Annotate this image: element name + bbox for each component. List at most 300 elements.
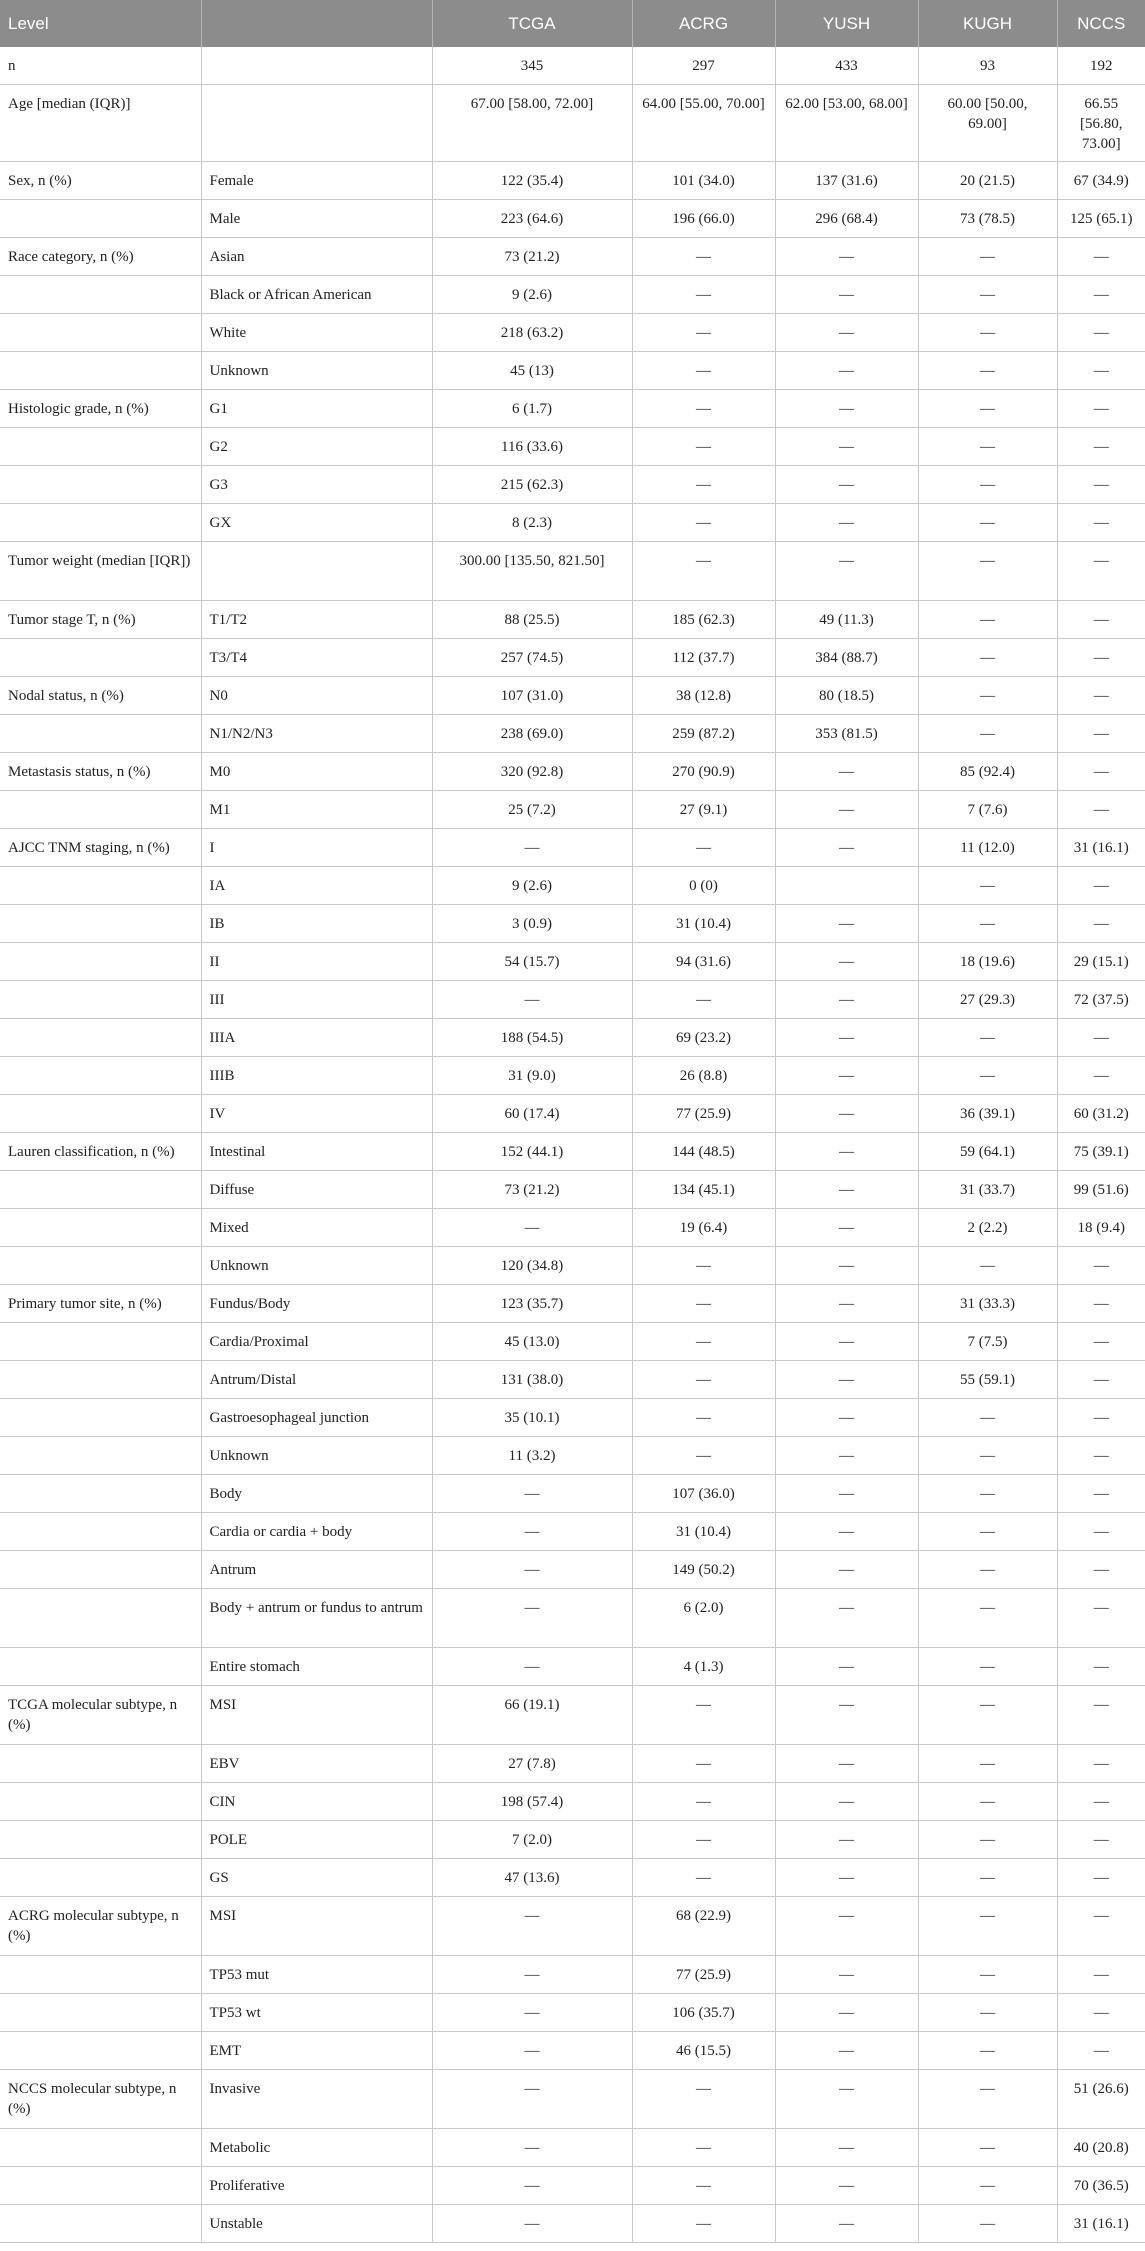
tcga-cell: 198 (57.4)	[432, 1783, 632, 1821]
table-row	[0, 2070, 1145, 2129]
kugh-cell: —	[918, 867, 1057, 905]
table-row	[0, 2205, 1145, 2243]
tcga-cell: 257 (74.5)	[432, 639, 632, 677]
header-kugh: KUGH	[918, 0, 1057, 47]
level-cell	[0, 1323, 201, 1361]
acrg-cell: —	[632, 2070, 775, 2129]
acrg-cell: —	[632, 2167, 775, 2205]
tcga-cell: 3 (0.9)	[432, 905, 632, 943]
kugh-cell: 85 (92.4)	[918, 753, 1057, 791]
kugh-cell: —	[918, 1399, 1057, 1437]
level-cell	[0, 1589, 201, 1648]
nccs-cell: —	[1057, 791, 1145, 829]
kugh-cell: —	[918, 390, 1057, 428]
table-row	[0, 1745, 1145, 1783]
table-row	[0, 1209, 1145, 1247]
tcga-cell: 66 (19.1)	[432, 1686, 632, 1745]
table-row	[0, 238, 1145, 276]
nccs-cell: —	[1057, 2032, 1145, 2070]
table-row	[0, 428, 1145, 466]
level-cell	[0, 1437, 201, 1475]
table-row	[0, 1648, 1145, 1686]
sublevel-cell	[201, 85, 432, 162]
level-cell	[0, 1475, 201, 1513]
table-body	[0, 47, 1145, 2243]
kugh-cell: —	[918, 677, 1057, 715]
header-sublevel	[201, 0, 432, 47]
tcga-cell: 11 (3.2)	[432, 1437, 632, 1475]
header-nccs: NCCS	[1057, 0, 1145, 47]
tcga-cell: 45 (13)	[432, 352, 632, 390]
acrg-cell: 144 (48.5)	[632, 1133, 775, 1171]
sublevel-cell: Body + antrum or fundus to antrum	[201, 1589, 432, 1648]
acrg-cell: 68 (22.9)	[632, 1897, 775, 1956]
tcga-cell: 122 (35.4)	[432, 162, 632, 200]
acrg-cell: 38 (12.8)	[632, 677, 775, 715]
kugh-cell: 93	[918, 47, 1057, 85]
nccs-cell: 18 (9.4)	[1057, 1209, 1145, 1247]
sublevel-cell: G3	[201, 466, 432, 504]
kugh-cell: —	[918, 1551, 1057, 1589]
nccs-cell: —	[1057, 1513, 1145, 1551]
table-row	[0, 1783, 1145, 1821]
level-cell	[0, 1821, 201, 1859]
tcga-cell: 47 (13.6)	[432, 1859, 632, 1897]
tcga-cell: 345	[432, 47, 632, 85]
nccs-cell: —	[1057, 504, 1145, 542]
acrg-cell: 106 (35.7)	[632, 1994, 775, 2032]
acrg-cell: —	[632, 1399, 775, 1437]
acrg-cell: —	[632, 2129, 775, 2167]
sublevel-cell: Unknown	[201, 352, 432, 390]
yush-cell: —	[775, 1475, 918, 1513]
nccs-cell: —	[1057, 238, 1145, 276]
yush-cell: 384 (88.7)	[775, 639, 918, 677]
nccs-cell: —	[1057, 276, 1145, 314]
tcga-cell: —	[432, 1513, 632, 1551]
sublevel-cell: Cardia or cardia + body	[201, 1513, 432, 1551]
sublevel-cell: Antrum/Distal	[201, 1361, 432, 1399]
kugh-cell: —	[918, 352, 1057, 390]
yush-cell: 353 (81.5)	[775, 715, 918, 753]
level-cell	[0, 1171, 201, 1209]
table-row	[0, 1133, 1145, 1171]
level-cell	[0, 1247, 201, 1285]
level-cell: Race category, n (%)	[0, 238, 201, 276]
table-row	[0, 200, 1145, 238]
sublevel-cell: MSI	[201, 1897, 432, 1956]
tcga-cell: 7 (2.0)	[432, 1821, 632, 1859]
acrg-cell: 4 (1.3)	[632, 1648, 775, 1686]
tcga-cell: 116 (33.6)	[432, 428, 632, 466]
table-row	[0, 314, 1145, 352]
level-cell: Tumor stage T, n (%)	[0, 601, 201, 639]
kugh-cell: —	[918, 715, 1057, 753]
table-row	[0, 390, 1145, 428]
kugh-cell: —	[918, 1475, 1057, 1513]
nccs-cell: —	[1057, 1057, 1145, 1095]
level-cell: Lauren classification, n (%)	[0, 1133, 201, 1171]
acrg-cell: —	[632, 1247, 775, 1285]
kugh-cell: —	[918, 2070, 1057, 2129]
level-cell: Histologic grade, n (%)	[0, 390, 201, 428]
acrg-cell: 6 (2.0)	[632, 1589, 775, 1648]
tcga-cell: 45 (13.0)	[432, 1323, 632, 1361]
sublevel-cell: Fundus/Body	[201, 1285, 432, 1323]
nccs-cell: —	[1057, 1399, 1145, 1437]
tcga-cell: 6 (1.7)	[432, 390, 632, 428]
sublevel-cell: Black or African American	[201, 276, 432, 314]
kugh-cell: —	[918, 466, 1057, 504]
tcga-cell: —	[432, 1648, 632, 1686]
kugh-cell: —	[918, 1859, 1057, 1897]
tcga-cell: —	[432, 2205, 632, 2243]
acrg-cell: —	[632, 466, 775, 504]
nccs-cell: 29 (15.1)	[1057, 943, 1145, 981]
kugh-cell: 2 (2.2)	[918, 1209, 1057, 1247]
sublevel-cell: Antrum	[201, 1551, 432, 1589]
tcga-cell: 67.00 [58.00, 72.00]	[432, 85, 632, 162]
level-cell	[0, 1956, 201, 1994]
acrg-cell: —	[632, 1285, 775, 1323]
sublevel-cell: EMT	[201, 2032, 432, 2070]
table-row	[0, 1513, 1145, 1551]
sublevel-cell: N0	[201, 677, 432, 715]
yush-cell: —	[775, 1323, 918, 1361]
acrg-cell: —	[632, 1323, 775, 1361]
table-row	[0, 639, 1145, 677]
yush-cell: —	[775, 1821, 918, 1859]
tcga-cell: —	[432, 1956, 632, 1994]
table-row	[0, 466, 1145, 504]
kugh-cell: 36 (39.1)	[918, 1095, 1057, 1133]
kugh-cell: —	[918, 2167, 1057, 2205]
level-cell	[0, 1745, 201, 1783]
nccs-cell: —	[1057, 867, 1145, 905]
tcga-cell: 223 (64.6)	[432, 200, 632, 238]
kugh-cell: —	[918, 1648, 1057, 1686]
nccs-cell: 192	[1057, 47, 1145, 85]
yush-cell: —	[775, 1171, 918, 1209]
acrg-cell: —	[632, 238, 775, 276]
yush-cell: —	[775, 753, 918, 791]
sublevel-cell: Mixed	[201, 1209, 432, 1247]
table-row	[0, 1019, 1145, 1057]
level-cell: AJCC TNM staging, n (%)	[0, 829, 201, 867]
yush-cell: —	[775, 542, 918, 601]
table-row	[0, 1095, 1145, 1133]
table-row	[0, 1323, 1145, 1361]
yush-cell: —	[775, 352, 918, 390]
table-row	[0, 162, 1145, 200]
acrg-cell: 107 (36.0)	[632, 1475, 775, 1513]
table-row	[0, 1247, 1145, 1285]
nccs-cell: —	[1057, 314, 1145, 352]
nccs-cell: 31 (16.1)	[1057, 829, 1145, 867]
acrg-cell: —	[632, 981, 775, 1019]
level-cell	[0, 1994, 201, 2032]
nccs-cell: —	[1057, 1247, 1145, 1285]
acrg-cell: 259 (87.2)	[632, 715, 775, 753]
level-cell	[0, 1783, 201, 1821]
level-cell	[0, 2167, 201, 2205]
acrg-cell: 149 (50.2)	[632, 1551, 775, 1589]
sublevel-cell: Unstable	[201, 2205, 432, 2243]
yush-cell: 433	[775, 47, 918, 85]
level-cell: Sex, n (%)	[0, 162, 201, 200]
acrg-cell: —	[632, 1783, 775, 1821]
sublevel-cell: Gastroesophageal junction	[201, 1399, 432, 1437]
nccs-cell: —	[1057, 1994, 1145, 2032]
nccs-cell: —	[1057, 390, 1145, 428]
tcga-cell: —	[432, 2129, 632, 2167]
yush-cell: —	[775, 1399, 918, 1437]
acrg-cell: 77 (25.9)	[632, 1956, 775, 1994]
sublevel-cell: POLE	[201, 1821, 432, 1859]
kugh-cell: —	[918, 2032, 1057, 2070]
acrg-cell: 185 (62.3)	[632, 601, 775, 639]
sublevel-cell: M1	[201, 791, 432, 829]
nccs-cell: —	[1057, 1361, 1145, 1399]
sublevel-cell: I	[201, 829, 432, 867]
kugh-cell: —	[918, 1589, 1057, 1648]
level-cell	[0, 2032, 201, 2070]
acrg-cell: 0 (0)	[632, 867, 775, 905]
acrg-cell: 46 (15.5)	[632, 2032, 775, 2070]
kugh-cell: 31 (33.7)	[918, 1171, 1057, 1209]
tcga-cell: 120 (34.8)	[432, 1247, 632, 1285]
sublevel-cell: Unknown	[201, 1437, 432, 1475]
acrg-cell: —	[632, 504, 775, 542]
level-cell	[0, 791, 201, 829]
table-row	[0, 2032, 1145, 2070]
yush-cell: —	[775, 905, 918, 943]
acrg-cell: —	[632, 1859, 775, 1897]
nccs-cell: —	[1057, 1745, 1145, 1783]
level-cell	[0, 428, 201, 466]
table-row	[0, 1285, 1145, 1323]
yush-cell: —	[775, 2032, 918, 2070]
nccs-cell: —	[1057, 428, 1145, 466]
level-cell: n	[0, 47, 201, 85]
kugh-cell: —	[918, 2205, 1057, 2243]
yush-cell: —	[775, 1285, 918, 1323]
yush-cell: —	[775, 1589, 918, 1648]
yush-cell: —	[775, 1095, 918, 1133]
nccs-cell: —	[1057, 352, 1145, 390]
yush-cell: —	[775, 1513, 918, 1551]
kugh-cell: —	[918, 1956, 1057, 1994]
nccs-cell: —	[1057, 1897, 1145, 1956]
header-tcga: TCGA	[432, 0, 632, 47]
tcga-cell: —	[432, 1475, 632, 1513]
level-cell	[0, 1209, 201, 1247]
nccs-cell: —	[1057, 639, 1145, 677]
level-cell	[0, 639, 201, 677]
level-cell	[0, 2129, 201, 2167]
level-cell	[0, 867, 201, 905]
nccs-cell: 60 (31.2)	[1057, 1095, 1145, 1133]
table-row	[0, 1589, 1145, 1648]
acrg-cell: —	[632, 352, 775, 390]
sublevel-cell: Female	[201, 162, 432, 200]
tcga-cell: 218 (63.2)	[432, 314, 632, 352]
acrg-cell: 69 (23.2)	[632, 1019, 775, 1057]
tcga-cell: 320 (92.8)	[432, 753, 632, 791]
level-cell	[0, 1648, 201, 1686]
table-row	[0, 352, 1145, 390]
sublevel-cell: Intestinal	[201, 1133, 432, 1171]
yush-cell: —	[775, 504, 918, 542]
table-row	[0, 1821, 1145, 1859]
table-row	[0, 1475, 1145, 1513]
acrg-cell: —	[632, 428, 775, 466]
tcga-cell: —	[432, 981, 632, 1019]
kugh-cell: 55 (59.1)	[918, 1361, 1057, 1399]
sublevel-cell: T1/T2	[201, 601, 432, 639]
yush-cell: —	[775, 1686, 918, 1745]
sublevel-cell: Asian	[201, 238, 432, 276]
table-row	[0, 829, 1145, 867]
yush-cell: —	[775, 2070, 918, 2129]
tcga-cell: —	[432, 1551, 632, 1589]
kugh-cell: —	[918, 1247, 1057, 1285]
yush-cell: —	[775, 238, 918, 276]
yush-cell: 296 (68.4)	[775, 200, 918, 238]
yush-cell: —	[775, 943, 918, 981]
nccs-cell: —	[1057, 1475, 1145, 1513]
level-cell	[0, 905, 201, 943]
acrg-cell: —	[632, 1821, 775, 1859]
acrg-cell: —	[632, 276, 775, 314]
nccs-cell: —	[1057, 1859, 1145, 1897]
nccs-cell: 72 (37.5)	[1057, 981, 1145, 1019]
table-row	[0, 753, 1145, 791]
yush-cell: —	[775, 1859, 918, 1897]
acrg-cell: 297	[632, 47, 775, 85]
acrg-cell: 31 (10.4)	[632, 905, 775, 943]
acrg-cell: 270 (90.9)	[632, 753, 775, 791]
level-cell	[0, 1095, 201, 1133]
table-row	[0, 276, 1145, 314]
kugh-cell: 27 (29.3)	[918, 981, 1057, 1019]
tcga-cell: 9 (2.6)	[432, 867, 632, 905]
yush-cell: —	[775, 1897, 918, 1956]
acrg-cell: 112 (37.7)	[632, 639, 775, 677]
nccs-cell: —	[1057, 1956, 1145, 1994]
sublevel-cell: IIIB	[201, 1057, 432, 1095]
kugh-cell: —	[918, 428, 1057, 466]
acrg-cell: —	[632, 1745, 775, 1783]
acrg-cell: —	[632, 829, 775, 867]
nccs-cell: —	[1057, 1019, 1145, 1057]
table-row	[0, 1171, 1145, 1209]
table-row	[0, 1897, 1145, 1956]
acrg-cell: 26 (8.8)	[632, 1057, 775, 1095]
sublevel-cell: IIIA	[201, 1019, 432, 1057]
sublevel-cell: Male	[201, 200, 432, 238]
tcga-cell: 152 (44.1)	[432, 1133, 632, 1171]
sublevel-cell: GX	[201, 504, 432, 542]
sublevel-cell: II	[201, 943, 432, 981]
kugh-cell: 18 (19.6)	[918, 943, 1057, 981]
kugh-cell: —	[918, 1821, 1057, 1859]
table-row	[0, 1859, 1145, 1897]
nccs-cell: 40 (20.8)	[1057, 2129, 1145, 2167]
level-cell	[0, 715, 201, 753]
tcga-cell: 54 (15.7)	[432, 943, 632, 981]
nccs-cell: 51 (26.6)	[1057, 2070, 1145, 2129]
level-cell	[0, 2205, 201, 2243]
table-row	[0, 1057, 1145, 1095]
yush-cell: —	[775, 981, 918, 1019]
level-cell: NCCS molecular subtype, n (%)	[0, 2070, 201, 2129]
level-cell	[0, 1551, 201, 1589]
sublevel-cell: TP53 wt	[201, 1994, 432, 2032]
tcga-cell: 31 (9.0)	[432, 1057, 632, 1095]
nccs-cell: —	[1057, 1686, 1145, 1745]
table-row	[0, 2167, 1145, 2205]
yush-cell: —	[775, 276, 918, 314]
acrg-cell: 27 (9.1)	[632, 791, 775, 829]
kugh-cell: —	[918, 238, 1057, 276]
acrg-cell: —	[632, 1437, 775, 1475]
acrg-cell: —	[632, 2205, 775, 2243]
tcga-cell: —	[432, 2070, 632, 2129]
level-cell: ACRG molecular subtype, n (%)	[0, 1897, 201, 1956]
kugh-cell: —	[918, 601, 1057, 639]
kugh-cell: —	[918, 1783, 1057, 1821]
yush-cell: —	[775, 466, 918, 504]
header-yush: YUSH	[775, 0, 918, 47]
tcga-cell: 300.00 [135.50, 821.50]	[432, 542, 632, 601]
level-cell: Tumor weight (median [IQR])	[0, 542, 201, 601]
level-cell	[0, 1399, 201, 1437]
sublevel-cell: III	[201, 981, 432, 1019]
yush-cell: —	[775, 1133, 918, 1171]
tcga-cell: 88 (25.5)	[432, 601, 632, 639]
yush-cell: —	[775, 2167, 918, 2205]
table-row	[0, 47, 1145, 85]
yush-cell: 80 (18.5)	[775, 677, 918, 715]
table-row	[0, 1551, 1145, 1589]
sublevel-cell: IA	[201, 867, 432, 905]
tcga-cell: 188 (54.5)	[432, 1019, 632, 1057]
kugh-cell: —	[918, 1686, 1057, 1745]
nccs-cell: 125 (65.1)	[1057, 200, 1145, 238]
sublevel-cell: G2	[201, 428, 432, 466]
nccs-cell: —	[1057, 677, 1145, 715]
yush-cell: —	[775, 2129, 918, 2167]
table-row	[0, 1686, 1145, 1745]
level-cell	[0, 352, 201, 390]
table-row	[0, 1437, 1145, 1475]
table-row	[0, 981, 1145, 1019]
level-cell	[0, 1361, 201, 1399]
table-row	[0, 504, 1145, 542]
sublevel-cell: Entire stomach	[201, 1648, 432, 1686]
yush-cell: —	[775, 1209, 918, 1247]
level-cell	[0, 314, 201, 352]
table-row	[0, 715, 1145, 753]
level-cell	[0, 200, 201, 238]
yush-cell: —	[775, 1551, 918, 1589]
nccs-cell: —	[1057, 466, 1145, 504]
tcga-cell: —	[432, 1209, 632, 1247]
kugh-cell: —	[918, 1019, 1057, 1057]
nccs-cell: —	[1057, 542, 1145, 601]
tcga-cell: 27 (7.8)	[432, 1745, 632, 1783]
